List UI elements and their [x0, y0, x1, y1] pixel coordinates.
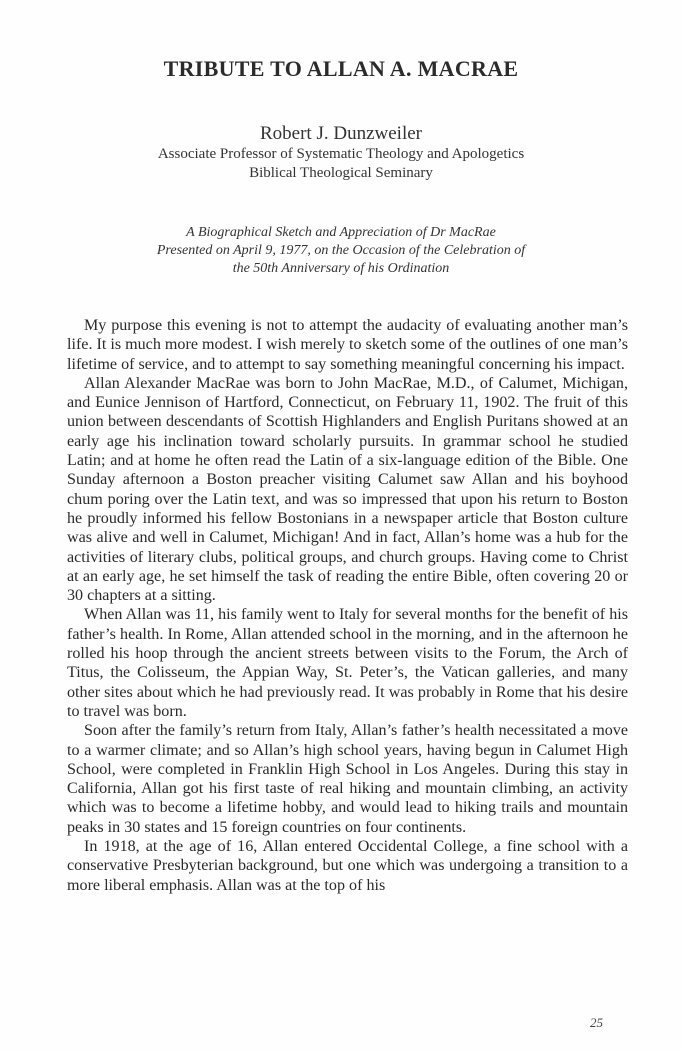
subtitle-line: A Biographical Sketch and Appreciation of Dr MacRae — [186, 225, 496, 240]
author-institution: Biblical Theological Seminary — [249, 165, 433, 181]
paragraph: My purpose this evening is not to attempt the audacity of evaluating another man’s life. It is much more modest. I wish merely to sketch some of the outlines of one man’s lifetime of service, and to attempt to say something meaningful concerning his impact. — [67, 317, 628, 373]
paragraph: Allan Alexander MacRae was born to John MacRae, M.D., of Calumet, Michigan, and Eunice Jennison of Hartford, Connecticut, on February 11, 1902. The fruit of this union between descendants of Scottish Highlanders and English Puritans showed at an early age his inclination toward scholarly pursuits. In grammar school he studied Latin; and at home he often read the Latin of a six-language edition of the Bible. One Sunday afternoon a Boston preacher visiting Calumet saw Allan and his boyhood chum poring over the Latin text, and was so impressed that upon his return to Boston he proudly informed his fellow Bostonians in a newspaper article that Boston culture was alive and well in Calumet, Michigan! And in fact, Allan’s home was a hub for the activities of literary clubs, political groups, and church groups. Having come to Christ at an early age, he set himself the task of reading the entire Bible, often covering 20 or 30 chapters at a sitting. — [67, 374, 628, 605]
paragraph: In 1918, at the age of 16, Allan entered Occidental College, a fine school with a conservative Presbyterian background, but one which was undergoing a transition to a more liberal emphasis. Allan was at the top of his — [67, 838, 628, 894]
subtitle-line: the 50th Anniversary of his Ordination — [232, 261, 450, 276]
paragraph: When Allan was 11, his family went to Italy for several months for the benefit of his father’s health. In Rome, Allan attended school in the morning, and in the afternoon he rolled his hoop through the ancient streets between visits to the Forum, the Arch of Titus, the Colisseum, the Appian Way, St. Peter’s, the Vatican galleries, and many other sites about which he had previously read. It was probably in Rome that his desire to travel was born. — [67, 606, 628, 720]
body-text — [67, 316, 628, 895]
article-title: TRIBUTE TO ALLAN A. MACRAE — [163, 56, 519, 81]
author-block — [0, 123, 682, 183]
paragraph: Soon after the family’s return from Italy, Allan’s father’s health necessitated a move to a warmer climate; and so Allan’s high school years, having begun in Calumet High School, were completed in Franklin High School in Los Angeles. During this stay in California, Allan got his first taste of real hiking and mountain climbing, an activity which was to become a lifetime hobby, and would lead to hiking trails and mountain peaks in 30 states and 15 foreign countries on four continents. — [67, 722, 628, 836]
author-name: Robert J. Dunzweiler — [260, 123, 422, 144]
page-number: 25 — [590, 1015, 603, 1030]
subtitle-line: Presented on April 9, 1977, on the Occasion of the Celebration of — [156, 243, 526, 258]
author-position: Associate Professor of Systematic Theology and Apologetics — [157, 146, 525, 162]
subtitle-block — [0, 224, 682, 278]
